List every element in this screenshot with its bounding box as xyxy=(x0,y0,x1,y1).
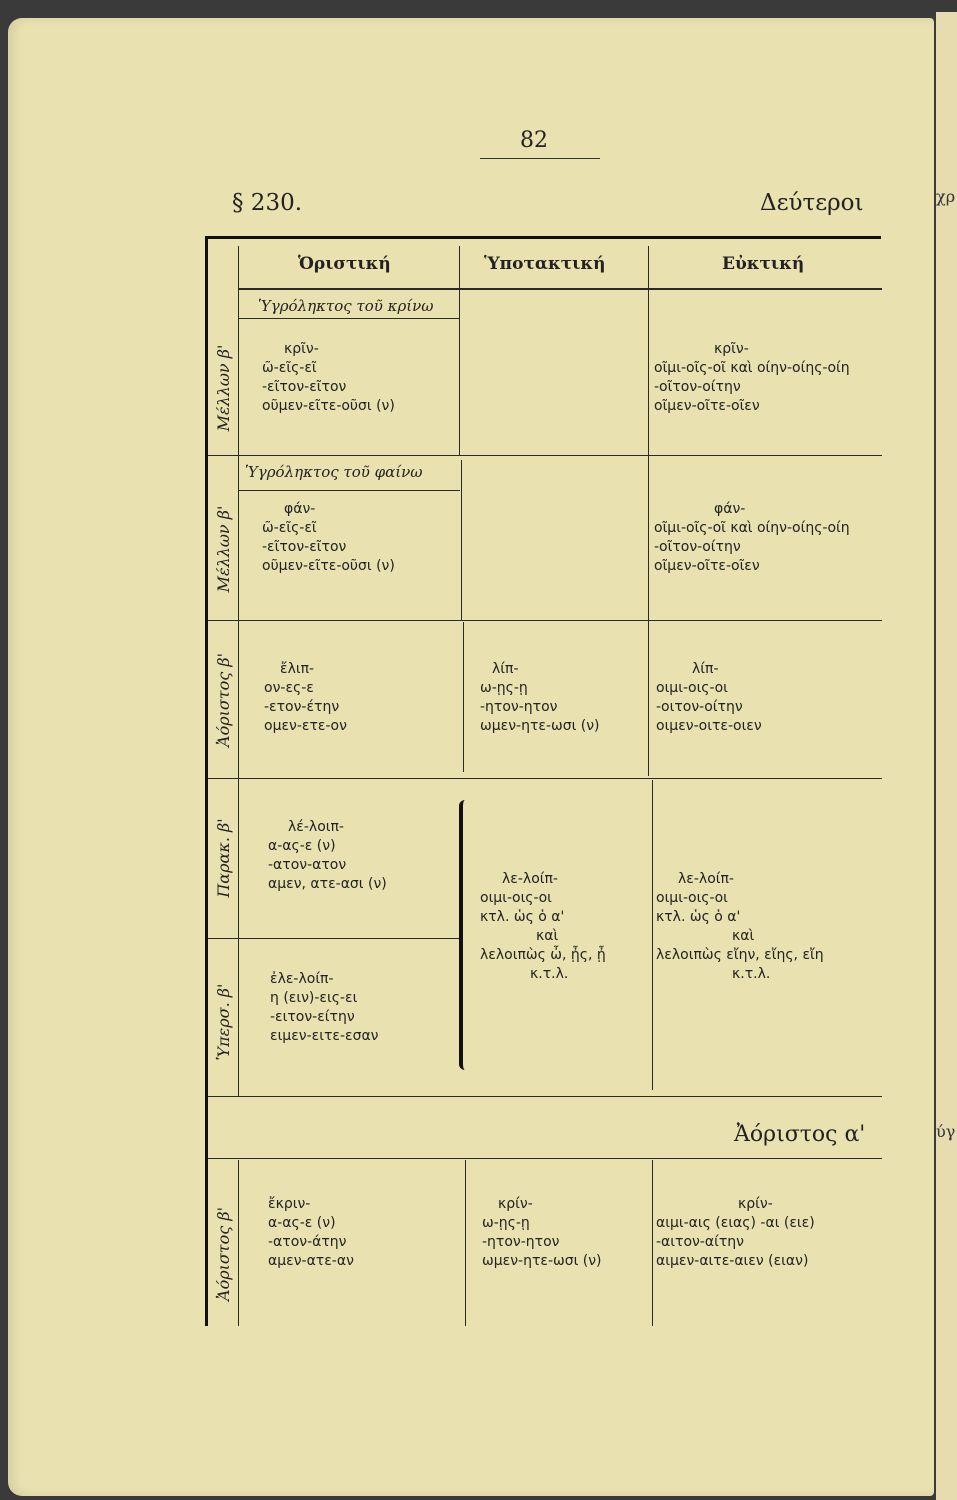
next-page-fragment: ύγ xyxy=(936,1122,956,1141)
section-number: § 230. xyxy=(232,190,303,216)
form-line: -ειτον-είτην xyxy=(270,1009,355,1025)
row-rule xyxy=(208,778,882,779)
indicative-cell xyxy=(268,1195,354,1271)
form-line: καὶ xyxy=(536,928,559,944)
form-stem: λε-λοίπ- xyxy=(502,871,558,887)
form-line: ῶ-εῖς-εῖ xyxy=(262,360,317,376)
form-line: ον-ες-ε xyxy=(264,680,314,696)
table-top-rule xyxy=(205,236,881,239)
form-line: ω-ῃς-ῃ xyxy=(480,680,528,696)
subheading: Ὑγρόληκτος τοῦ φαίνω xyxy=(245,463,423,481)
label-column-rule xyxy=(238,1160,239,1326)
book-page xyxy=(8,18,934,1496)
header-indicative: Ὁριστική xyxy=(298,254,391,274)
running-head: Δεύτεροι xyxy=(760,190,864,216)
form-line: -οῖτον-οίτην xyxy=(654,539,741,555)
subjunctive-cell xyxy=(480,660,600,736)
row-rule xyxy=(208,620,882,621)
row-label: Ἀόριστος β' xyxy=(214,1207,233,1301)
form-line: -οιτον-οίτην xyxy=(656,699,743,715)
form-line: -ετον-έτην xyxy=(264,699,340,715)
indicative-cell xyxy=(262,500,395,576)
optative-cell xyxy=(656,1195,815,1271)
subheading-rule xyxy=(238,318,460,319)
subheading-rule xyxy=(238,490,460,491)
form-line: οῦμεν-εῖτε-οῦσι (ν) xyxy=(262,398,395,414)
row-label: Παρακ. β' xyxy=(214,818,233,898)
form-line: λελοιπὼς ὦ, ᾖς, ᾖ xyxy=(480,947,606,963)
optative-cell xyxy=(654,340,850,416)
column-rule xyxy=(463,622,464,772)
subjunctive-cell xyxy=(482,1195,602,1271)
form-line: αμεν, ατε-ασι (ν) xyxy=(268,876,387,892)
row-rule xyxy=(208,938,462,939)
form-line: οῖμι-οῖς-οῖ καὶ οίην-οίης-οίη xyxy=(654,520,850,536)
row-label: Μέλλων β' xyxy=(214,505,233,593)
column-rule xyxy=(459,246,460,456)
form-stem: ἔλιπ- xyxy=(280,661,315,677)
form-stem: φάν- xyxy=(284,501,316,517)
form-line: οιμι-οις-οι xyxy=(656,890,728,906)
form-line: -εῖτον-εῖτον xyxy=(262,379,347,395)
form-line: -ητον-ητον xyxy=(482,1234,560,1250)
section-subheading: Ἀόριστος α' xyxy=(734,1122,866,1147)
form-stem: ἐλε-λοίπ- xyxy=(270,971,334,987)
form-line: κ.τ.λ. xyxy=(530,966,569,982)
row-label: Ἀόριστος β' xyxy=(214,653,233,747)
form-stem: λέ-λοιπ- xyxy=(288,819,344,835)
indicative-cell xyxy=(268,818,387,894)
form-line: ειμεν-ειτε-εσαν xyxy=(270,1028,379,1044)
form-stem: ἔκριν- xyxy=(268,1196,311,1212)
form-line: -αιτον-αίτην xyxy=(656,1234,744,1250)
form-line: αιμι-αις (ειας) -αι (ειε) xyxy=(656,1215,815,1231)
form-line: ομεν-ετε-ον xyxy=(264,718,347,734)
next-page-edge xyxy=(936,12,957,1500)
page-number: 82 xyxy=(520,128,548,153)
form-stem: λίπ- xyxy=(692,661,719,677)
form-line: οιμι-οις-οι xyxy=(656,680,728,696)
column-rule xyxy=(465,1160,466,1326)
form-line: κτλ. ὡς ὁ α' xyxy=(480,909,565,925)
table-left-rule xyxy=(205,236,208,1326)
indicative-cell xyxy=(270,970,379,1046)
optative-cell xyxy=(656,870,824,984)
form-line: α-ας-ε (ν) xyxy=(268,838,336,854)
header-optative: Εὐκτική xyxy=(722,254,805,274)
form-line: αιμεν-αιτε-αιεν (ειαν) xyxy=(656,1253,809,1269)
subheading: Ὑγρόληκτος τοῦ κρίνω xyxy=(258,297,434,315)
form-stem: λίπ- xyxy=(492,661,519,677)
form-line: ωμεν-ητε-ωσι (ν) xyxy=(482,1253,602,1269)
form-line: ωμεν-ητε-ωσι (ν) xyxy=(480,718,600,734)
form-stem: κρίν- xyxy=(738,1196,773,1212)
form-line: οῖμεν-οῖτε-οῖεν xyxy=(654,558,760,574)
form-stem: κρῖν- xyxy=(284,341,319,357)
form-line: οῖμεν-οῖτε-οῖεν xyxy=(654,398,760,414)
form-line: καὶ xyxy=(732,928,755,944)
row-rule xyxy=(208,455,882,456)
form-line: οιμι-οις-οι xyxy=(480,890,552,906)
form-line: -ητον-ητον xyxy=(480,699,558,715)
form-stem: κρίν- xyxy=(498,1196,533,1212)
form-stem: κρῖν- xyxy=(714,341,749,357)
row-rule xyxy=(208,1158,882,1159)
bracket xyxy=(459,800,471,1070)
form-line: ῶ-εῖς-εῖ xyxy=(262,520,317,536)
optative-cell xyxy=(656,660,762,736)
row-rule xyxy=(208,1096,882,1097)
next-page-fragment: χρ xyxy=(936,187,956,206)
form-line: αμεν-ατε-αν xyxy=(268,1253,354,1269)
indicative-cell xyxy=(264,660,347,736)
column-rule xyxy=(648,246,649,776)
label-column-rule xyxy=(238,246,239,1096)
form-stem: φάν- xyxy=(714,501,746,517)
row-label: Ὑπερσ. β' xyxy=(214,983,233,1061)
header-subjunctive: Ὑποτακτική xyxy=(484,254,606,274)
page-number-rule xyxy=(480,158,600,159)
form-line: -οῖτον-οίτην xyxy=(654,379,741,395)
column-rule xyxy=(652,1160,653,1326)
form-line: κτλ. ὡς ὁ α' xyxy=(656,909,741,925)
form-line: κ.τ.λ. xyxy=(732,966,771,982)
form-line: α-ας-ε (ν) xyxy=(268,1215,336,1231)
row-label: Μέλλων β' xyxy=(214,344,233,432)
form-line: οιμεν-οιτε-οιεν xyxy=(656,718,762,734)
optative-cell xyxy=(654,500,850,576)
indicative-cell xyxy=(262,340,395,416)
column-rule xyxy=(652,780,653,1090)
form-line: οῦμεν-εῖτε-οῦσι (ν) xyxy=(262,558,395,574)
form-stem: λε-λοίπ- xyxy=(678,871,734,887)
form-line: οῖμι-οῖς-οῖ καὶ οίην-οίης-οίη xyxy=(654,360,850,376)
column-rule xyxy=(461,460,462,620)
form-line: λελοιπὼς εἴην, εἴης, εἴη xyxy=(656,947,824,963)
form-line: -ατον-ατον xyxy=(268,857,347,873)
header-rule xyxy=(238,288,882,290)
form-line: -εῖτον-εῖτον xyxy=(262,539,347,555)
form-line: η (ειν)-εις-ει xyxy=(270,990,358,1006)
form-line: -ατον-άτην xyxy=(268,1234,347,1250)
subjunctive-cell xyxy=(480,870,606,984)
form-line: ω-ῃς-ῃ xyxy=(482,1215,530,1231)
